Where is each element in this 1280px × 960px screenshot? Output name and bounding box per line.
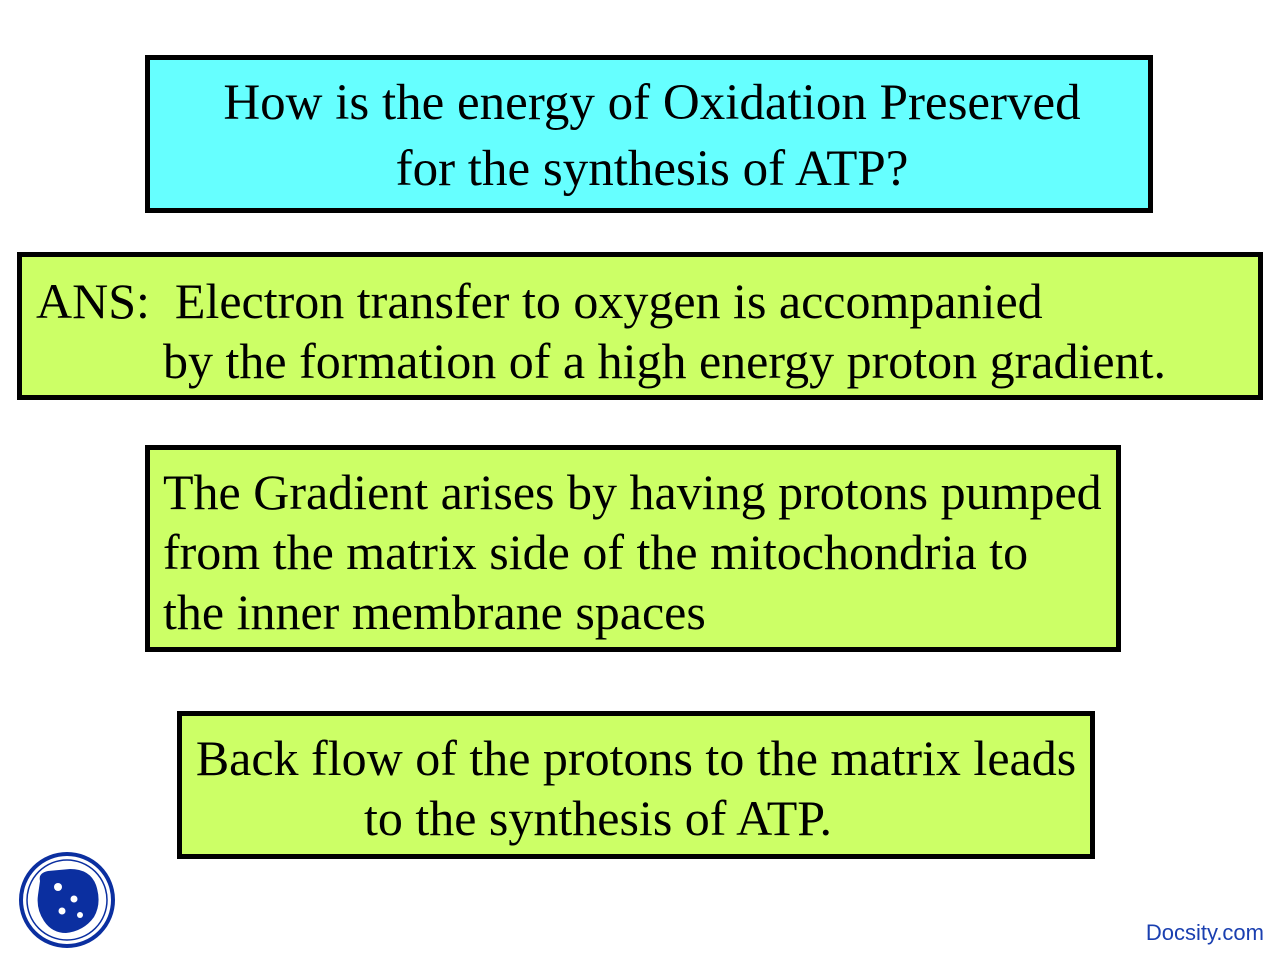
backflow-line-2: to the synthesis of ATP. [363,790,833,846]
answer-line-1: ANS: Electron transfer to oxygen is accompanied [36,273,1043,329]
title-line-1: How is the energy of Oxidation Preserved [223,75,1081,131]
title-box [145,55,1153,213]
backflow-line-1: Back flow of the protons to the matrix leads [195,730,1077,786]
title-line-2: for the synthesis of ATP? [395,141,909,197]
university-seal-icon [18,851,116,949]
gradient-line-2: from the matrix side of the mitochondria to [163,524,1029,580]
gradient-box [145,445,1121,652]
answer-line-2: by the formation of a high energy proton gradient. [163,333,1166,389]
docsity-watermark: Docsity.com [1145,920,1264,945]
backflow-box [177,711,1095,859]
gradient-line-3: the inner membrane spaces [163,584,706,640]
answer-box [17,252,1263,400]
gradient-line-1: The Gradient arises by having protons pumped [163,464,1102,520]
